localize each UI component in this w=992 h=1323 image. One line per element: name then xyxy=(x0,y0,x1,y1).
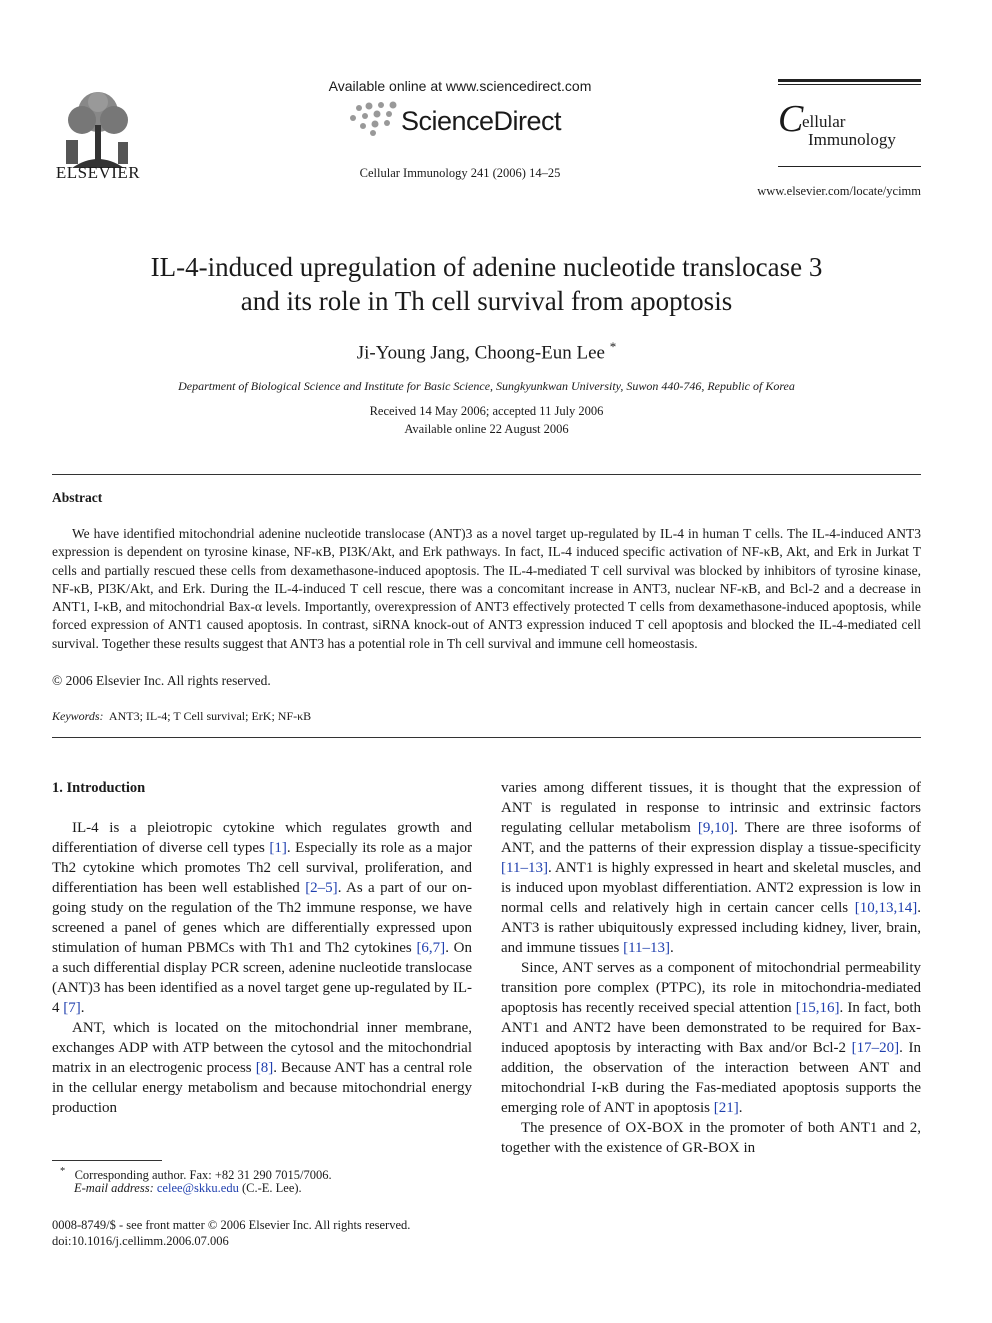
email-link[interactable]: celee@skku.edu xyxy=(156,1181,239,1195)
email-suffix: (C.-E. Lee). xyxy=(241,1181,302,1195)
body-text: . ANT1 is highly expressed in heart and skeletal muscles, and is induced upon myoblast differentiation. ANT2 expression is low in normal cells and relatively high in certain cancer cells xyxy=(501,860,921,916)
divider xyxy=(52,737,921,738)
citation-link[interactable]: [21] xyxy=(713,1100,739,1116)
corresponding-mark[interactable]: * xyxy=(609,339,617,354)
journal-logo-initial: C xyxy=(778,98,804,140)
body-text: . As a part of our on-going study on the regulation of the Th2 immune response, we have screened a panel of genes which are differentially expressed upon stimulation of human PBMCs with Th1 and Th2 cytokines xyxy=(52,880,472,956)
publisher-wordmark: ELSEVIER xyxy=(55,163,141,182)
body-text: ANT, which is located on the mitochondrial inner membrane, exchanges ADP with ATP between the cytosol and the mitochondrial matrix in an electrogenic process xyxy=(52,1020,472,1076)
journal-citation: Cellular Immunology 241 (2006) 14–25 xyxy=(359,166,561,180)
affiliation: Department of Biological Science and Institute for Basic Science, Sungkyunkwan University, Suwon 440-746, Republic of Korea xyxy=(178,379,795,393)
author-list xyxy=(52,339,921,364)
article-title xyxy=(52,250,921,318)
body-text: The presence of OX-BOX in the promoter of both ANT1 and 2, together with the existence of GR-BOX in xyxy=(501,1120,921,1156)
journal-logo-line1: ellular xyxy=(802,112,846,131)
available-online-date: Available online 22 August 2006 xyxy=(404,422,569,436)
journal-logo-line2: Immunology xyxy=(808,130,896,149)
body-text: . xyxy=(80,1000,85,1016)
abstract-heading: Abstract xyxy=(52,490,103,505)
citation-link[interactable]: [11–13] xyxy=(501,860,548,876)
citation-link[interactable]: [10,13,14] xyxy=(854,900,918,916)
email-label: E-mail address: xyxy=(74,1181,154,1195)
body-text: varies among different tissues, it is thought that the expression of ANT is regulated in response to intrinsic and extrinsic factors regulating cellular metabolism xyxy=(501,780,921,836)
section-heading: 1. Introduction xyxy=(52,780,146,796)
body-text: IL-4 is a pleiotropic cytokine which regulates growth and differentiation of diverse cell types xyxy=(52,820,472,856)
keywords-label: Keywords: xyxy=(52,709,104,723)
body-paragraph xyxy=(52,818,472,1018)
footnote-mark: * xyxy=(60,1166,66,1177)
body-text: . There are three isoforms of ANT, and the patterns of their expression display a tissue-specificity xyxy=(501,820,921,856)
keywords-list: ANT3; IL-4; T Cell survival; ErK; NF-κB xyxy=(108,709,312,723)
citation-link[interactable]: [6,7] xyxy=(416,940,446,956)
authors-text: Ji-Young Jang, Choong-Eun Lee xyxy=(356,342,605,364)
body-paragraph xyxy=(501,958,921,1118)
citation-link[interactable]: [2–5] xyxy=(305,880,338,896)
journal-logo-rule xyxy=(778,79,921,82)
footnote-email xyxy=(74,1181,302,1196)
body-text: . xyxy=(738,1100,743,1116)
title-line: IL-4-induced upregulation of adenine nucleotide translocase 3 xyxy=(150,252,823,282)
keywords xyxy=(52,709,311,724)
citation-link[interactable]: [9,10] xyxy=(697,820,735,836)
body-paragraph xyxy=(52,1018,472,1118)
journal-logo xyxy=(778,100,921,152)
citation-link[interactable]: [7] xyxy=(63,1000,81,1016)
body-text: . In addition, the observation of the interaction between ANT and mitochondrial I-κB during the Fas-mediated apoptosis supports the emerging role of ANT in apoptosis xyxy=(501,1040,921,1116)
footnote-rule xyxy=(52,1160,162,1161)
body-text: . In fact, both ANT1 and ANT2 have been demonstrated to be required for Bax-induced apoptosis by interacting with Bax and/or Bcl-2 xyxy=(501,1000,922,1056)
abstract-body: We have identified mitochondrial adenine nucleotide translocase (ANT)3 as a novel target up-regulated by IL-4 in human T cells. The IL-4-induced ANT3 expression is dependent on tyrosine kinase, NF-κB, PI3K/Akt, and Erk pathways. In fact, IL-4 induced specific activation of NF-κB, Akt, and Erk in Jurkat T cells and partially rescued these cells from dexamethasone-induced apoptosis. The IL-4-mediated T cell survival was blocked by inhibitors of tyrosine kinase, NF-κB, PI3K/Akt, and Erk. During the IL-4-induced T cell rescue, there was a concomitant increase in ANT3, nuclear NF-κB, and Bcl-2 and a decrease in ANT1, I-κB, and mitochondrial Bax-α levels. Importantly, overexpression of ANT3 effectively protected T cells from dexamethasone-induced apoptosis, while forced expression of ANT1 caused apoptosis. In contrast, siRNA knock-out of ANT3 expression induced T cell apoptosis and blocked the IL-4-mediated cell survival. Together these results suggest that ANT3 has a potential role in Th cell survival and immune cell homeostasis. xyxy=(52,526,921,651)
citation-link[interactable]: [11–13] xyxy=(623,940,671,956)
citation-link[interactable]: [1] xyxy=(269,840,287,856)
body-text: . xyxy=(670,940,674,956)
journal-url-link[interactable]: www.elsevier.com/locate/ycimm xyxy=(757,184,921,198)
received-dates: Received 14 May 2006; accepted 11 July 2006 xyxy=(369,404,604,418)
body-column-right xyxy=(501,778,921,1158)
footnote-text: Corresponding author. Fax: +82 31 290 7015/7006. xyxy=(74,1168,332,1183)
divider xyxy=(52,474,921,475)
citation-link[interactable]: [17–20] xyxy=(851,1040,900,1056)
citation-link[interactable]: [15,16] xyxy=(795,1000,840,1016)
issn-line: 0008-8749/$ - see front matter © 2006 Elsevier Inc. All rights reserved. xyxy=(52,1218,411,1232)
body-text: Since, ANT serves as a component of mitochondrial permeability transition pore complex (PTPC), its role in mitochondria-mediated apoptosis has recently received special attention xyxy=(501,960,921,1016)
journal-logo-rule xyxy=(778,166,921,167)
body-text: . Especially its role as a major Th2 cytokine which promotes Th2 cell survival, proliferation, and differentiation has been well established xyxy=(52,840,472,896)
body-text: . ANT3 is rather ubiquitously expressed including kidney, liver, brain, and immune tissues xyxy=(501,900,921,956)
body-paragraph xyxy=(501,778,921,958)
title-line: and its role in Th cell survival from apoptosis xyxy=(240,286,733,316)
doi-link[interactable]: doi:10.1016/j.cellimm.2006.07.006 xyxy=(52,1234,229,1248)
body-text: . On a such differential display PCR screen, adenine nucleotide translocase (ANT)3 has been identified as a novel target gene up-regulated by IL-4 xyxy=(52,940,472,1016)
body-paragraph xyxy=(501,1118,921,1158)
citation-link[interactable]: [8] xyxy=(255,1060,274,1076)
available-online-banner[interactable]: Available online at www.sciencedirect.com xyxy=(328,78,592,94)
journal-logo-rule xyxy=(778,84,921,85)
body-column-left xyxy=(52,778,472,1118)
abstract-copyright: © 2006 Elsevier Inc. All rights reserved. xyxy=(52,673,271,688)
body-text: . Because ANT has a central role in the cellular energy metabolism and because mitochondrial energy production xyxy=(52,1060,472,1116)
sciencedirect-wordmark: ScienceDirect xyxy=(401,106,562,136)
